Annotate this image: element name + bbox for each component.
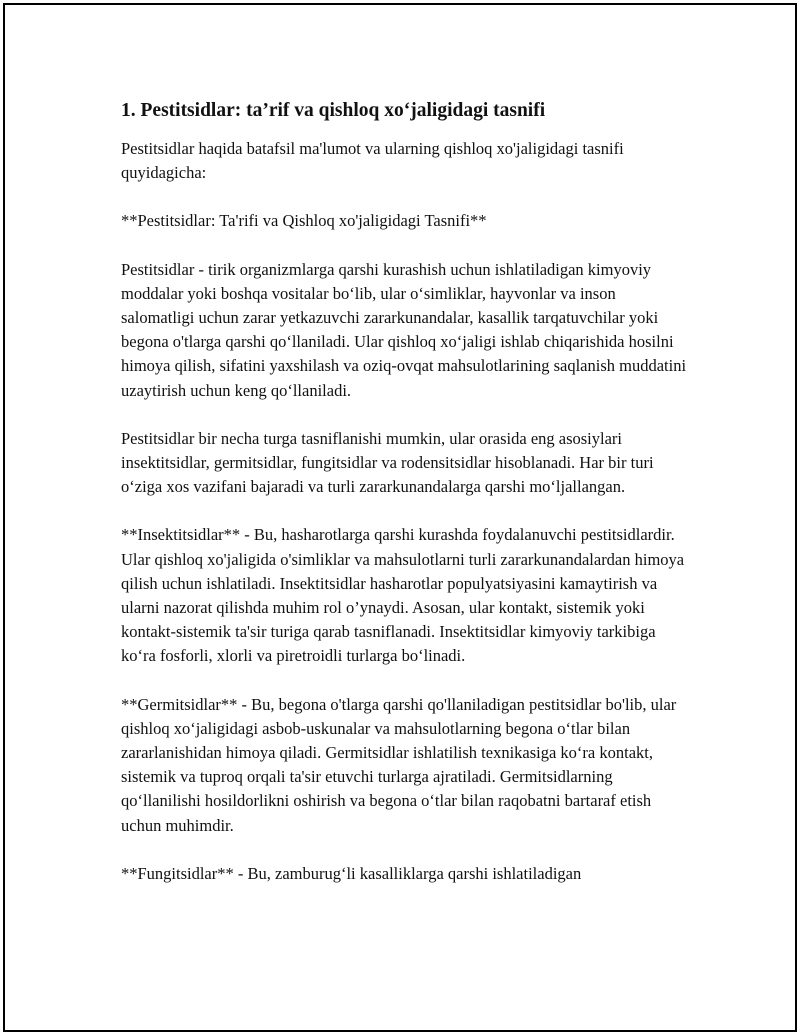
insecticides-paragraph: **Insektitsidlar** - Bu, hasharotlarga qarshi kurashda foydalanuvchi pestitsidlardir. Ular qishloq xo'jaligida o'simliklar va mahsulotlarni turli zararkunandalardan himoya qilish uchun ishlatiladi. Insektitsidlar hasharotlar populyatsiyasini kamaytirish va ularni nazorat qilishda muhim rol o’ynaydi. Asosan, ular kontakt, sistemik yoki kontakt-sistemik ta'sir turiga qarab tasniflanadi. Insektitsidlar kimyoviy tarkibiga koʻra fosforli, xlorli va piretroidli turlarga boʻlinadi. <box>121 525 685 666</box>
classification-paragraph: Pestitsidlar bir necha turga tasniflanishi mumkin, ular orasida eng asosiylari insektitsidlar, germitsidlar, fungitsidlar va rodensitsidlar hisoblanadi. Har bir turi oʻziga xos vazifani bajaradi va turli zararkunandalarga qarshi moʻljallangan. <box>121 428 654 497</box>
subtitle-paragraph: **Pestitsidlar: Ta'rifi va Qishloq xo'jaligidagi Tasnifi** <box>121 211 487 231</box>
herbicides-paragraph: **Germitsidlar** - Bu, begona o'tlarga qarshi qo'llaniladigan pestitsidlar bo'lib, ular qishloq xoʻjaligidagi asbob-uskunalar va mahsulotlarning begona oʻtlar bilan zararlanishidan himoya qiladi. Germitsidlar ishlatilish texnikasiga koʻra kontakt, sistemik va tuproq orqali ta'sir etuvchi turlarga ajratiladi. Germitsidlarning qoʻllanilishi hosildorlikni oshirish va begona oʻtlar bilan raqobatni bartaraf etish uchun muhimdir. <box>121 694 677 835</box>
intro-paragraph: Pestitsidlar haqida batafsil ma'lumot va ularning qishloq xo'jaligidagi tasnifi quyidagicha: <box>121 139 624 183</box>
document-body <box>121 99 691 910</box>
page-frame <box>3 3 797 1032</box>
fungicides-paragraph: **Fungitsidlar** - Bu, zamburugʻli kasalliklarga qarshi ishlatiladigan <box>121 863 582 883</box>
section-heading: 1. Pestitsidlar: ta’rif va qishloq xoʻjaligidagi tasnifi <box>121 100 546 121</box>
definition-paragraph: Pestitsidlar - tirik organizmlarga qarshi kurashish uchun ishlatiladigan kimyoviy moddalar yoki boshqa vositalar boʻlib, ular oʻsimliklar, hayvonlar va inson salomatligi uchun zarar yetkazuvchi zararkunandalar, kasallik tarqatuvchilar yoki begona o'tlarga qarshi qoʻllaniladi. Ular qishloq xoʻjaligi ishlab chiqarishida hosilni himoya qilish, sifatini yaxshilash va oziq-ovqat mahsulotlarining saqlanish muddatini uzaytirish uchun keng qoʻllaniladi. <box>121 259 687 400</box>
